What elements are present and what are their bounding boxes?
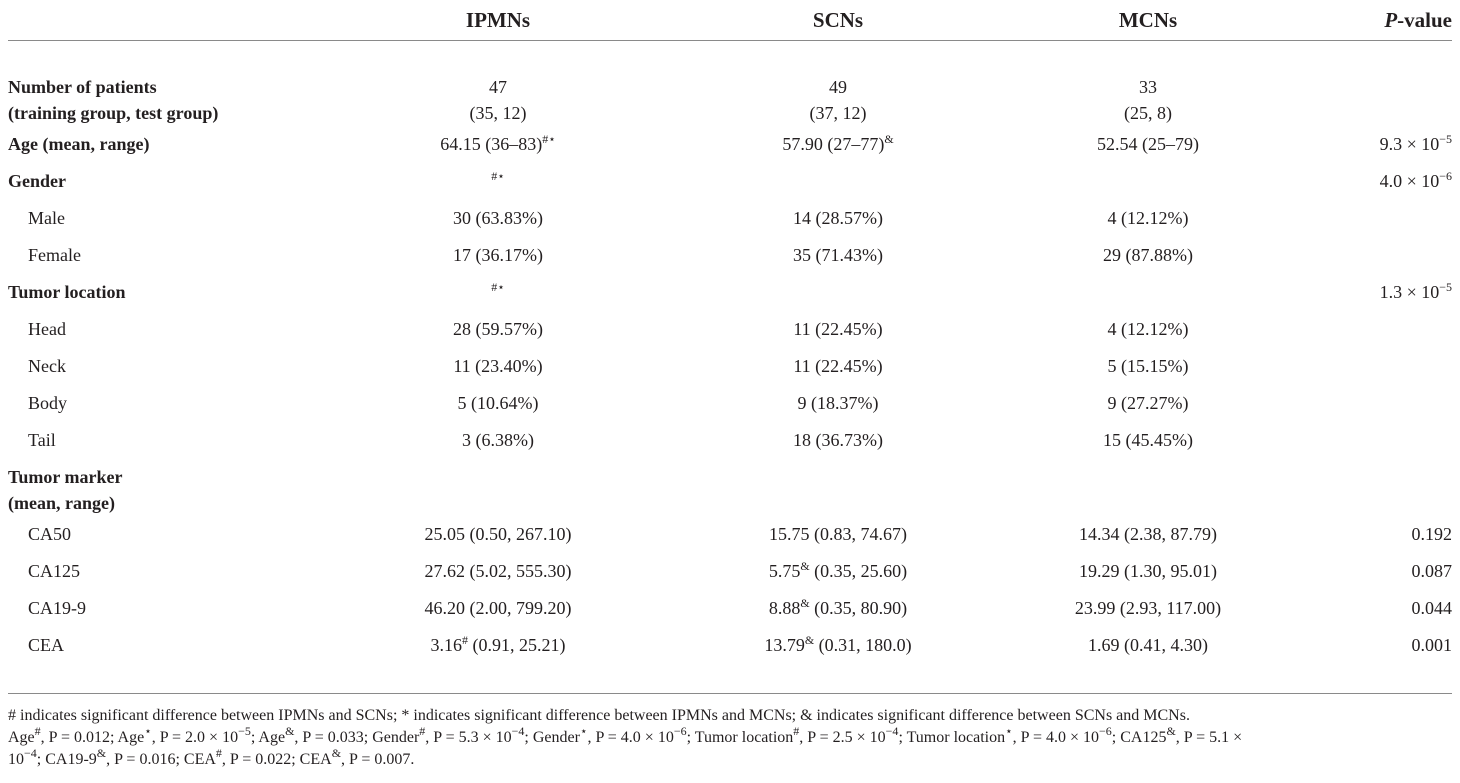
cell-scn: 15.75 (0.83, 74.67) (769, 524, 907, 544)
note-sup: # (215, 746, 222, 760)
row-label: Age (mean, range) (8, 134, 150, 154)
note-text: Age (8, 729, 35, 746)
note-text: , P = 0.016; CEA (106, 751, 216, 768)
cell-mcn: 19.29 (1.30, 95.01) (1079, 561, 1217, 581)
cell-scn (648, 627, 1028, 664)
footnote-line-1: # indicates significant difference between IPMNs and SCNs; * indicates significant difference between IPMNs and MCNs; & indicates significant difference between SCNs and MCNs. (8, 707, 1190, 724)
header-ipmns: IPMNs (348, 0, 648, 41)
cell-mcn (1028, 41, 1268, 127)
note-text: ; Tumor location (898, 729, 1006, 746)
cell-scn: 18 (36.73%) (793, 430, 883, 450)
note-text: ; CA125 (1111, 729, 1167, 746)
cell-ipmn (348, 41, 648, 127)
note-sup: # (793, 724, 800, 738)
cell-mcn (1028, 163, 1268, 200)
value-range: (0.35, 25.60) (809, 561, 908, 581)
note-sup: & (331, 746, 342, 760)
value: 5.75 (768, 561, 801, 581)
cell-pval (1268, 274, 1452, 311)
cell-ipmn: 27.62 (5.02, 555.30) (424, 561, 572, 581)
cell-scn (648, 274, 1028, 311)
cell-mcn (1028, 274, 1268, 311)
row-label: Female (28, 245, 81, 265)
value-line-2: (37, 12) (809, 103, 867, 123)
pval-exponent: −5 (1439, 132, 1452, 146)
patient-characteristics-table (8, 0, 1452, 664)
note-text: 10 (8, 751, 24, 768)
cell-pval (1268, 385, 1452, 422)
cell-mcn: 15 (45.45%) (1103, 430, 1193, 450)
table-row-ca50 (8, 516, 1452, 553)
note-sup: # (34, 724, 41, 738)
cell-scn: 9 (18.37%) (797, 393, 879, 413)
cell-mcn: 23.99 (2.93, 117.00) (1074, 598, 1222, 618)
cell-scn: 35 (71.43%) (793, 245, 883, 265)
note-sup: ⋆ (579, 724, 588, 738)
table-row-tumor-location (8, 274, 1452, 311)
note-text: ; Tumor location (686, 729, 794, 746)
value: 64.15 (36–83) (440, 134, 543, 154)
note-exponent: −6 (1099, 724, 1112, 738)
table-header-row (8, 0, 1452, 41)
row-label: CA125 (28, 561, 81, 581)
significance-mark: & (884, 132, 894, 146)
pval-base: 4.0 × 10 (1379, 171, 1440, 191)
cell-ipmn (348, 163, 648, 200)
note-text: , P = 0.007. (341, 751, 415, 768)
cell-pval (1268, 126, 1452, 163)
row-label (8, 41, 348, 127)
table-row-neck (8, 348, 1452, 385)
pval-base: 9.3 × 10 (1379, 134, 1440, 154)
cell-pval (1268, 311, 1452, 348)
value-range: (0.91, 25.21) (468, 635, 566, 655)
table-row-female (8, 237, 1452, 274)
note-text: , P = 2.0 × 10 (151, 729, 239, 746)
cell-pval (1268, 348, 1452, 385)
cell-pval (1268, 41, 1452, 127)
significance-mark: #⋆ (542, 132, 556, 146)
cell-pval (1268, 163, 1452, 200)
significance-mark: & (800, 559, 810, 573)
data-table-container (8, 0, 1452, 664)
note-sup: ⋆ (144, 724, 152, 738)
cell-ipmn: 30 (63.83%) (453, 208, 543, 228)
note-text: , P = 5.3 × 10 (425, 729, 512, 746)
cell-mcn: 1.69 (0.41, 4.30) (1088, 635, 1208, 655)
cell-pval: 0.044 (1411, 598, 1452, 618)
note-exponent: −4 (885, 724, 899, 738)
cell-pval (1268, 459, 1452, 516)
note-text: , P = 5.1 × (1175, 729, 1243, 746)
value-line-1: 47 (489, 77, 507, 97)
value-line-2: (35, 12) (469, 103, 527, 123)
label-line-2: (training group, test group) (8, 103, 219, 123)
cell-scn (648, 459, 1028, 516)
footnote-line-2 (8, 724, 1452, 749)
table-row-male (8, 200, 1452, 237)
pval-exponent: −6 (1439, 169, 1452, 183)
table-row-age (8, 126, 1452, 163)
value-range: (0.35, 80.90) (809, 598, 908, 618)
significance-mark: & (804, 633, 815, 647)
cell-scn (648, 590, 1028, 627)
header-mcns: MCNs (1028, 0, 1268, 41)
row-label: Head (28, 319, 66, 339)
row-label: CEA (28, 635, 64, 655)
cell-pval (1268, 200, 1452, 237)
note-exponent: −5 (238, 724, 251, 738)
cell-scn (648, 163, 1028, 200)
row-label: Neck (28, 356, 66, 376)
cell-scn (648, 41, 1028, 127)
label-line-1: Tumor marker (8, 467, 123, 487)
cell-scn: 14 (28.57%) (793, 208, 883, 228)
significance-mark: # (462, 633, 468, 647)
cell-mcn: 52.54 (25–79) (1097, 134, 1199, 154)
value-range: (0.31, 180.0) (814, 635, 912, 655)
cell-ipmn: 28 (59.57%) (453, 319, 543, 339)
cell-pval (1268, 237, 1452, 274)
footnote-line-3 (8, 746, 1452, 771)
cell-pval: 0.087 (1411, 561, 1452, 581)
row-label: Tumor location (8, 282, 126, 302)
cell-scn: 11 (22.45%) (793, 319, 883, 339)
note-text: , P = 4.0 × 10 (1012, 729, 1099, 746)
header-p-rest: -value (1397, 7, 1452, 32)
table-footnotes (8, 705, 1452, 771)
table-row-gender (8, 163, 1452, 200)
row-label: CA19-9 (28, 598, 86, 618)
significance-mark: & (800, 596, 810, 610)
label-line-2: (mean, range) (8, 493, 115, 513)
cell-mcn: 29 (87.88%) (1103, 245, 1193, 265)
row-label: Tail (28, 430, 56, 450)
table-row-cea (8, 627, 1452, 664)
note-text: , P = 0.033; Gender (294, 729, 420, 746)
header-blank (8, 0, 348, 41)
note-exponent: −4 (511, 724, 525, 738)
table-row-tumor-marker (8, 459, 1452, 516)
note-text: , P = 0.012; Age (40, 729, 145, 746)
cell-ipmn (348, 459, 648, 516)
header-scns: SCNs (648, 0, 1028, 41)
table-row-head (8, 311, 1452, 348)
note-text: ; Gender (524, 729, 580, 746)
row-label (8, 459, 348, 516)
cell-pval: 0.001 (1411, 635, 1452, 655)
cell-mcn (1028, 459, 1268, 516)
note-sup: & (1166, 724, 1176, 738)
note-sup: & (96, 746, 107, 760)
cell-ipmn (348, 627, 648, 664)
footnote-divider (8, 693, 1452, 694)
row-label: CA50 (28, 524, 72, 544)
cell-ipmn: 5 (10.64%) (457, 393, 539, 413)
value: 13.79 (764, 635, 805, 655)
cell-ipmn: 17 (36.17%) (453, 245, 543, 265)
cell-mcn: 14.34 (2.38, 87.79) (1079, 524, 1217, 544)
pval-base: 1.3 × 10 (1379, 282, 1440, 302)
value: 8.88 (768, 598, 801, 618)
value: 3.16 (430, 635, 462, 655)
label-line-1: Number of patients (8, 77, 157, 97)
table-row-ca125 (8, 553, 1452, 590)
note-text: ; Age (250, 729, 286, 746)
note-sup: ⋆ (1005, 724, 1013, 738)
cell-scn (648, 126, 1028, 163)
cell-ipmn (348, 274, 648, 311)
table-row-body (8, 385, 1452, 422)
note-sup: # (419, 724, 426, 738)
cell-pval: 0.192 (1411, 524, 1452, 544)
cell-mcn: 9 (27.27%) (1107, 393, 1189, 413)
cell-scn (648, 553, 1028, 590)
cell-mcn: 4 (12.12%) (1107, 208, 1189, 228)
cell-ipmn: 25.05 (0.50, 267.10) (424, 524, 572, 544)
note-text: ; CA19-9 (36, 751, 97, 768)
pval-exponent: −5 (1439, 280, 1452, 294)
note-text: , P = 2.5 × 10 (799, 729, 886, 746)
cell-ipmn: 11 (23.40%) (453, 356, 543, 376)
row-label: Body (28, 393, 68, 413)
row-label: Gender (8, 171, 66, 191)
note-exponent: −4 (24, 746, 37, 760)
note-text: , P = 4.0 × 10 (587, 729, 674, 746)
table-row-tail (8, 422, 1452, 459)
cell-pval (1268, 422, 1452, 459)
cell-mcn: 5 (15.15%) (1107, 356, 1189, 376)
significance-mark: #⋆ (491, 169, 505, 183)
table-row-ca19-9 (8, 590, 1452, 627)
header-p-italic: P (1384, 7, 1398, 32)
note-text: , P = 0.022; CEA (221, 751, 332, 768)
cell-ipmn: 46.20 (2.00, 799.20) (424, 598, 572, 618)
table-row-patients (8, 41, 1452, 127)
value: 57.90 (27–77) (782, 134, 885, 154)
value-line-1: 33 (1139, 77, 1157, 97)
cell-ipmn (348, 126, 648, 163)
note-sup: & (285, 724, 295, 738)
cell-mcn: 4 (12.12%) (1107, 319, 1189, 339)
cell-ipmn: 3 (6.38%) (462, 430, 534, 450)
cell-scn: 11 (22.45%) (793, 356, 883, 376)
value-line-2: (25, 8) (1124, 103, 1172, 123)
value-line-1: 49 (829, 77, 847, 97)
header-p-value (1268, 0, 1452, 41)
significance-mark: #⋆ (491, 280, 505, 294)
note-exponent: −6 (673, 724, 687, 738)
row-label: Male (28, 208, 65, 228)
